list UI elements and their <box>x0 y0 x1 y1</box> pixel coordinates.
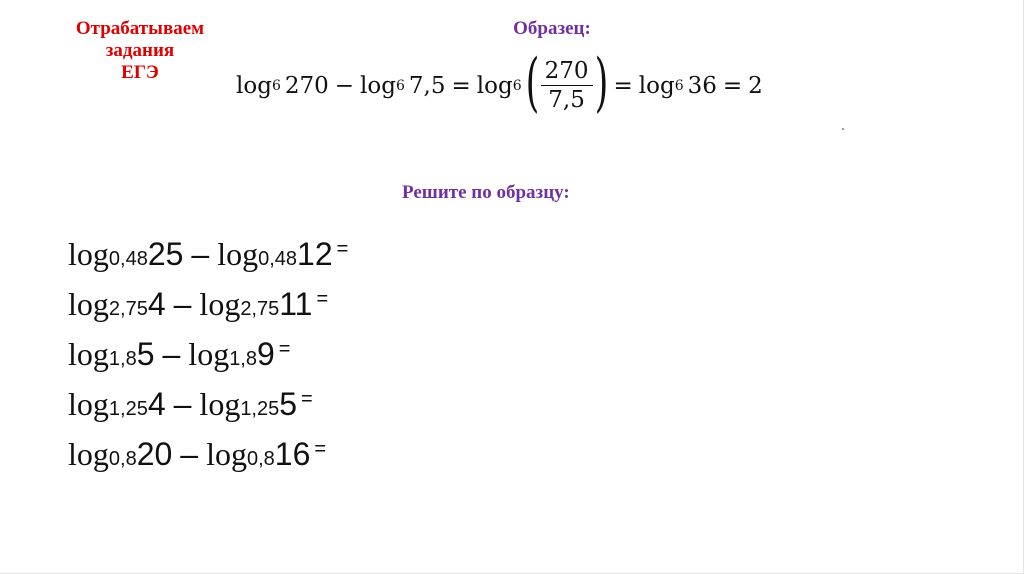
task-base-1: 0,8 <box>108 448 137 470</box>
task-log-2: log <box>199 286 241 322</box>
task-base-2: 0,8 <box>246 448 275 470</box>
task-log-1: log <box>68 386 109 422</box>
task-minus: – <box>173 386 192 422</box>
task-list <box>68 236 348 486</box>
sample-equals-1: = <box>451 73 471 99</box>
task-row <box>68 286 348 336</box>
task-log-2: log <box>217 236 259 272</box>
side-title-line-2: задания <box>105 40 175 61</box>
task-arg-a: 25 <box>147 236 184 272</box>
task-log-1: log <box>68 436 109 472</box>
task-arg-b: 9 <box>257 336 275 372</box>
task-arg-a: 20 <box>136 436 173 472</box>
side-title-line-1: Отрабатываем <box>75 18 205 39</box>
sample-log-1: log <box>236 73 272 99</box>
task-arg-b: 11 <box>279 286 313 322</box>
sample-equals-2: = <box>613 73 633 99</box>
task-arg-a: 4 <box>147 386 166 422</box>
task-row <box>68 336 348 386</box>
task-row <box>68 386 348 436</box>
right-paren: ) <box>594 46 608 120</box>
sample-minus: − <box>334 73 355 99</box>
task-minus: – <box>173 286 192 322</box>
task-row <box>68 236 348 286</box>
task-log-2: log <box>199 386 241 422</box>
left-paren: ( <box>525 46 539 120</box>
task-arg-b: 16 <box>274 436 311 472</box>
instruction-text: Решите по образцу: <box>402 182 570 203</box>
fraction-denominator: 7,5 <box>548 87 585 113</box>
task-equals: = <box>278 338 291 360</box>
side-title-line-3: ЕГЭ <box>121 62 159 83</box>
sample-equation <box>236 44 763 128</box>
fraction-numerator: 270 <box>541 60 593 86</box>
stray-dot <box>842 128 844 130</box>
task-equals: = <box>314 438 327 460</box>
task-equals: = <box>301 388 313 410</box>
task-log-1: log <box>68 336 109 372</box>
task-log-1: log <box>68 236 109 272</box>
sample-equals-3: = <box>722 73 743 99</box>
sample-log-3: log <box>476 73 513 99</box>
task-arg-b: 5 <box>279 386 298 422</box>
sample-base-2: 6 <box>395 78 405 94</box>
task-log-2: log <box>206 436 247 472</box>
task-arg-a: 4 <box>147 286 166 322</box>
task-minus: – <box>191 236 210 272</box>
sample-arg-a: 270 <box>284 73 329 99</box>
sample-log-4: log <box>638 73 675 99</box>
sample-label: Образец: <box>513 18 591 39</box>
task-log-1: log <box>68 286 109 322</box>
task-arg-a: 5 <box>136 336 155 372</box>
sample-result: 2 <box>748 73 763 99</box>
task-base-2: 1,25 <box>240 398 280 420</box>
task-minus: – <box>180 436 199 472</box>
sample-arg-b: 7,5 <box>408 73 446 99</box>
task-row <box>68 436 348 486</box>
task-log-2: log <box>188 336 230 372</box>
task-base-2: 0,48 <box>258 248 298 270</box>
sample-fraction <box>541 60 593 112</box>
task-minus: – <box>162 336 181 372</box>
task-base-1: 2,75 <box>108 298 148 320</box>
sample-base-4: 6 <box>674 78 684 94</box>
task-equals: = <box>316 288 329 310</box>
task-base-2: 2,75 <box>240 298 280 320</box>
task-base-2: 1,8 <box>229 348 257 370</box>
task-base-1: 0,48 <box>108 248 148 270</box>
sample-log-2: log <box>360 73 396 99</box>
sample-base-3: 6 <box>512 78 522 94</box>
sample-base-1: 6 <box>271 78 281 94</box>
task-base-1: 1,25 <box>108 398 148 420</box>
task-arg-b: 12 <box>297 236 333 272</box>
task-equals: = <box>336 238 349 260</box>
task-base-1: 1,8 <box>108 348 137 370</box>
side-title <box>40 18 240 84</box>
sample-result-arg: 36 <box>687 73 717 99</box>
